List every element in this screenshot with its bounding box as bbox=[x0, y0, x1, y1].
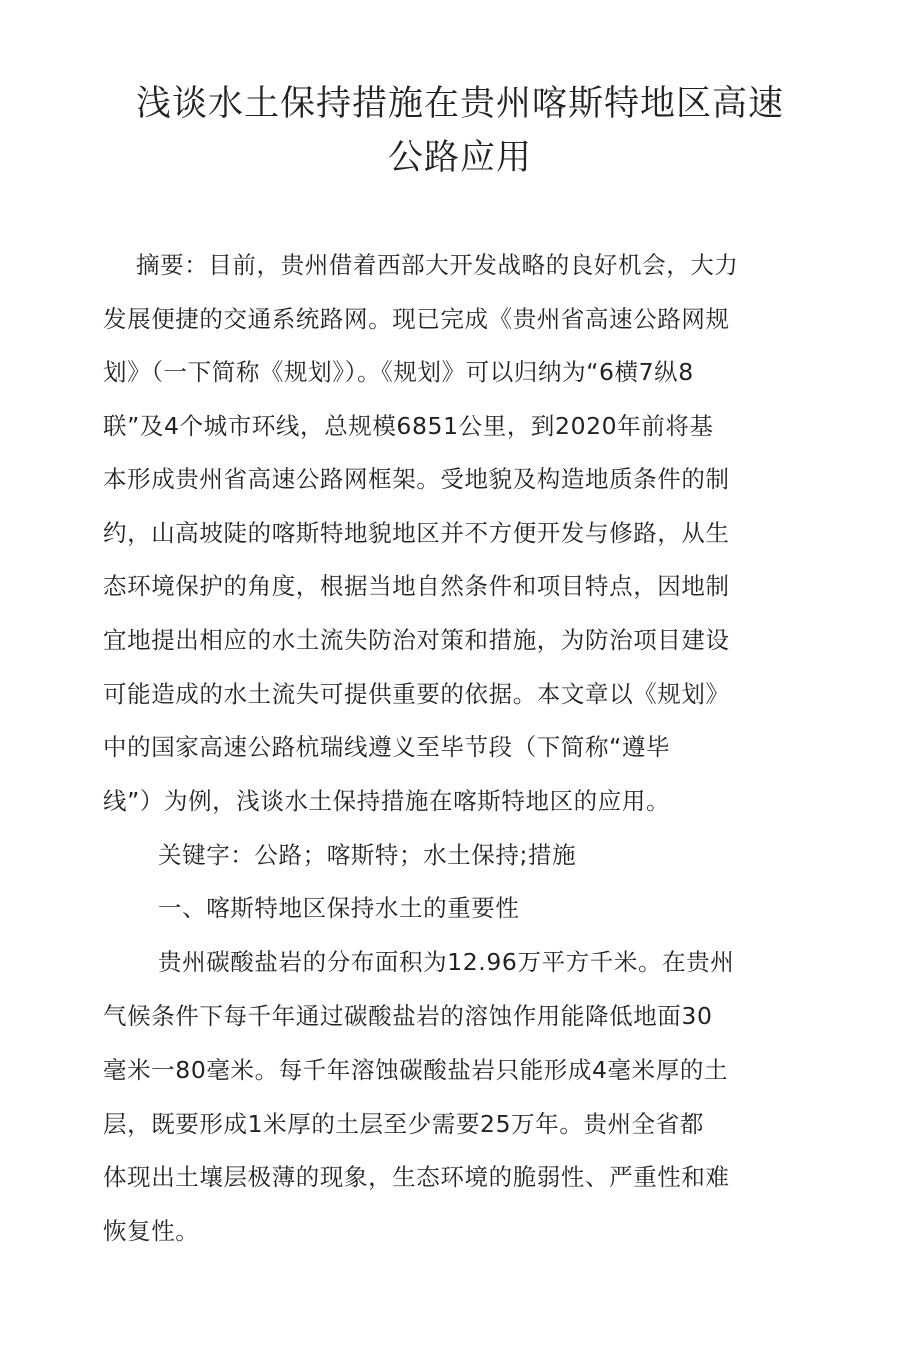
paragraph-line-1: 贵州碳酸盐岩的分布面积为12.96万平方千米。在贵州 bbox=[158, 948, 735, 976]
paragraph-line-5: 体现出土壤层极薄的现象，生态环境的脆弱性、严重性和难 bbox=[103, 1163, 730, 1191]
abstract-line-2: 发展便捷的交通系统路网。现已完成《贵州省高速公路网规 bbox=[103, 305, 730, 333]
document-title-line-2: 公路应用 bbox=[387, 138, 532, 178]
abstract-line-10: 中的国家高速公路杭瑞线遵义至毕节段（下简称“遵毕 bbox=[103, 733, 671, 761]
abstract-line-3: 划》（一下简称《规划》）。《规划》可以归纳为“6横7纵8 bbox=[103, 358, 694, 386]
abstract-line-5: 本形成贵州省高速公路网框架。受地貌及构造地质条件的制 bbox=[103, 465, 730, 493]
abstract-line-1: 摘要：目前，贵州借着西部大开发战略的良好机会，大力 bbox=[136, 251, 739, 279]
abstract-line-4: 联”及4个城市环线，总规模6851公里，到2020年前将基 bbox=[103, 412, 714, 440]
paragraph-line-4: 层，既要形成1米厚的土层至少需要25万年。贵州全省都 bbox=[103, 1110, 704, 1138]
abstract-line-9: 可能造成的水土流失可提供重要的依据。本文章以《规划》 bbox=[103, 680, 730, 708]
document-title-line-1: 浅谈水土保持措施在贵州喀斯特地区高速 bbox=[135, 84, 784, 124]
abstract-line-7: 态环境保护的角度，根据当地自然条件和项目特点，因地制 bbox=[103, 572, 730, 600]
paragraph-line-6: 恢复性。 bbox=[103, 1217, 200, 1245]
paragraph-line-2: 气候条件下每千年通过碳酸盐岩的溶蚀作用能降低地面30 bbox=[103, 1002, 713, 1030]
keywords-line: 关键字：公路；喀斯特；水土保持;措施 bbox=[158, 841, 577, 869]
abstract-line-11: 线”）为例，浅谈水土保持措施在喀斯特地区的应用。 bbox=[103, 787, 671, 815]
abstract-line-6: 约，山高坡陡的喀斯特地貌地区并不方便开发与修路，从生 bbox=[103, 519, 730, 547]
abstract-line-8: 宜地提出相应的水土流失防治对策和措施，为防治项目建设 bbox=[103, 626, 730, 654]
paragraph-line-3: 毫米一80毫米。每千年溶蚀碳酸盐岩只能形成4毫米厚的土 bbox=[103, 1056, 729, 1084]
section-heading: 一、喀斯特地区保持水土的重要性 bbox=[158, 894, 520, 922]
